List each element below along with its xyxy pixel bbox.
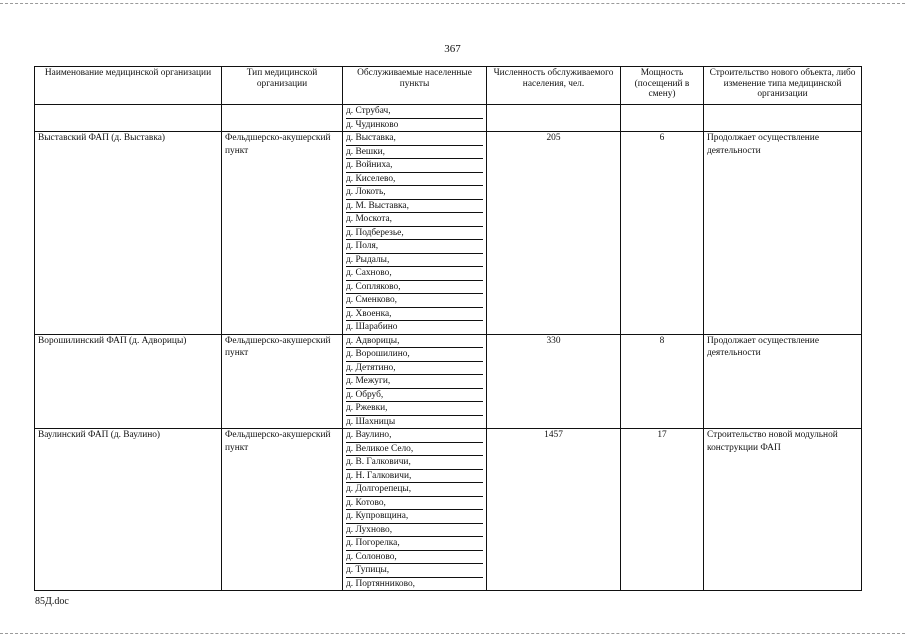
settlement-line: д. Шарабино [346, 322, 398, 332]
settlement-line: д. Вешки, [346, 146, 483, 160]
settlement-line: д. Долгорепецы, [346, 483, 483, 497]
cell-org-type: Фельдшерско-акушерский пункт [222, 132, 343, 335]
cell-settlements [343, 334, 487, 429]
settlement-line: д. Москота, [346, 213, 483, 227]
cell-org-type: Фельдшерско-акушерский пункт [222, 429, 343, 591]
cell-org-name: Ворошилинский ФАП (д. Адворицы) [35, 334, 222, 429]
settlement-line: д. Солоново, [346, 551, 483, 565]
settlement-line: д. Поля, [346, 240, 483, 254]
settlement-line: д. Ворошилино, [346, 348, 483, 362]
cell-action [704, 105, 862, 132]
settlement-line: д. Струбач, [346, 105, 483, 119]
settlement-line: д. Локоть, [346, 186, 483, 200]
page-number: 367 [444, 43, 461, 55]
cell-action: Продолжает осуществление деятельности [704, 334, 862, 429]
settlement-line: д. Лухново, [346, 524, 483, 538]
settlement-line: д. Детятино, [346, 362, 483, 376]
header-capacity: Мощность (посещений в смену) [621, 67, 704, 105]
settlement-line: д. Сахново, [346, 267, 483, 281]
settlement-line: д. Ржевки, [346, 402, 483, 416]
header-action: Строительство нового объекта, либо изменение типа медицинской организации [704, 67, 862, 105]
table-row [35, 429, 862, 591]
settlement-line: д. Выставка, [346, 132, 483, 146]
cell-settlements [343, 429, 487, 591]
settlement-line: д. М. Выставка, [346, 200, 483, 214]
settlement-line: д. Портянниково, [346, 578, 415, 589]
settlement-line: д. Подберезье, [346, 227, 483, 241]
settlement-line: д. Ваулино, [346, 429, 483, 443]
settlement-line: д. Рыдалы, [346, 254, 483, 268]
scan-edge-bottom [0, 633, 905, 634]
settlement-line: д. Войниха, [346, 159, 483, 173]
settlement-line: д. Н. Галковичи, [346, 470, 483, 484]
settlement-line: д. В. Галковичи, [346, 456, 483, 470]
cell-population: 330 [487, 334, 621, 429]
header-settlements: Обслуживаемые населенные пункты [343, 67, 487, 105]
settlement-line: д. Погорелка, [346, 537, 483, 551]
cell-org-name [35, 105, 222, 132]
table-row-continuation [35, 105, 862, 132]
cell-settlements [343, 132, 487, 335]
table-row [35, 132, 862, 335]
settlement-line: д. Чудинково [346, 119, 399, 130]
cell-action: Продолжает осуществление деятельности [704, 132, 862, 335]
cell-org-type [222, 105, 343, 132]
table-header-row [35, 67, 862, 105]
cell-capacity: 17 [621, 429, 704, 591]
settlement-line: д. Сменково, [346, 294, 483, 308]
settlement-line: д. Великое Село, [346, 443, 483, 457]
cell-population: 205 [487, 132, 621, 335]
settlement-line: д. Шахницы [346, 416, 396, 427]
facilities-table [34, 66, 862, 591]
cell-population [487, 105, 621, 132]
settlement-line: д. Межуги, [346, 375, 483, 389]
settlement-line: д. Адворицы, [346, 335, 483, 349]
cell-settlements [343, 105, 487, 132]
cell-capacity [621, 105, 704, 132]
header-org-type: Тип медицинской организации [222, 67, 343, 105]
header-org-name: Наименование медицинской организации [35, 67, 222, 105]
settlement-line: д. Сопляково, [346, 281, 483, 295]
cell-capacity: 8 [621, 334, 704, 429]
cell-population: 1457 [487, 429, 621, 591]
settlement-line: д. Киселево, [346, 173, 483, 187]
settlement-line: д. Хвоенка, [346, 308, 483, 322]
header-population: Численность обслуживаемого населения, чел. [487, 67, 621, 105]
scan-edge-top [0, 3, 905, 4]
settlement-line: д. Тупицы, [346, 564, 483, 578]
settlement-line: д. Купровщина, [346, 510, 483, 524]
cell-org-name: Ваулинский ФАП (д. Ваулино) [35, 429, 222, 591]
settlement-line: д. Котово, [346, 497, 483, 511]
cell-org-name: Выставский ФАП (д. Выставка) [35, 132, 222, 335]
settlement-line: д. Обруб, [346, 389, 483, 403]
table-row [35, 334, 862, 429]
cell-capacity: 6 [621, 132, 704, 335]
cell-action: Строительство новой модульной конструкции ФАП [704, 429, 862, 591]
document-filename: 85Д.doc [35, 596, 69, 607]
cell-org-type: Фельдшерско-акушерский пункт [222, 334, 343, 429]
